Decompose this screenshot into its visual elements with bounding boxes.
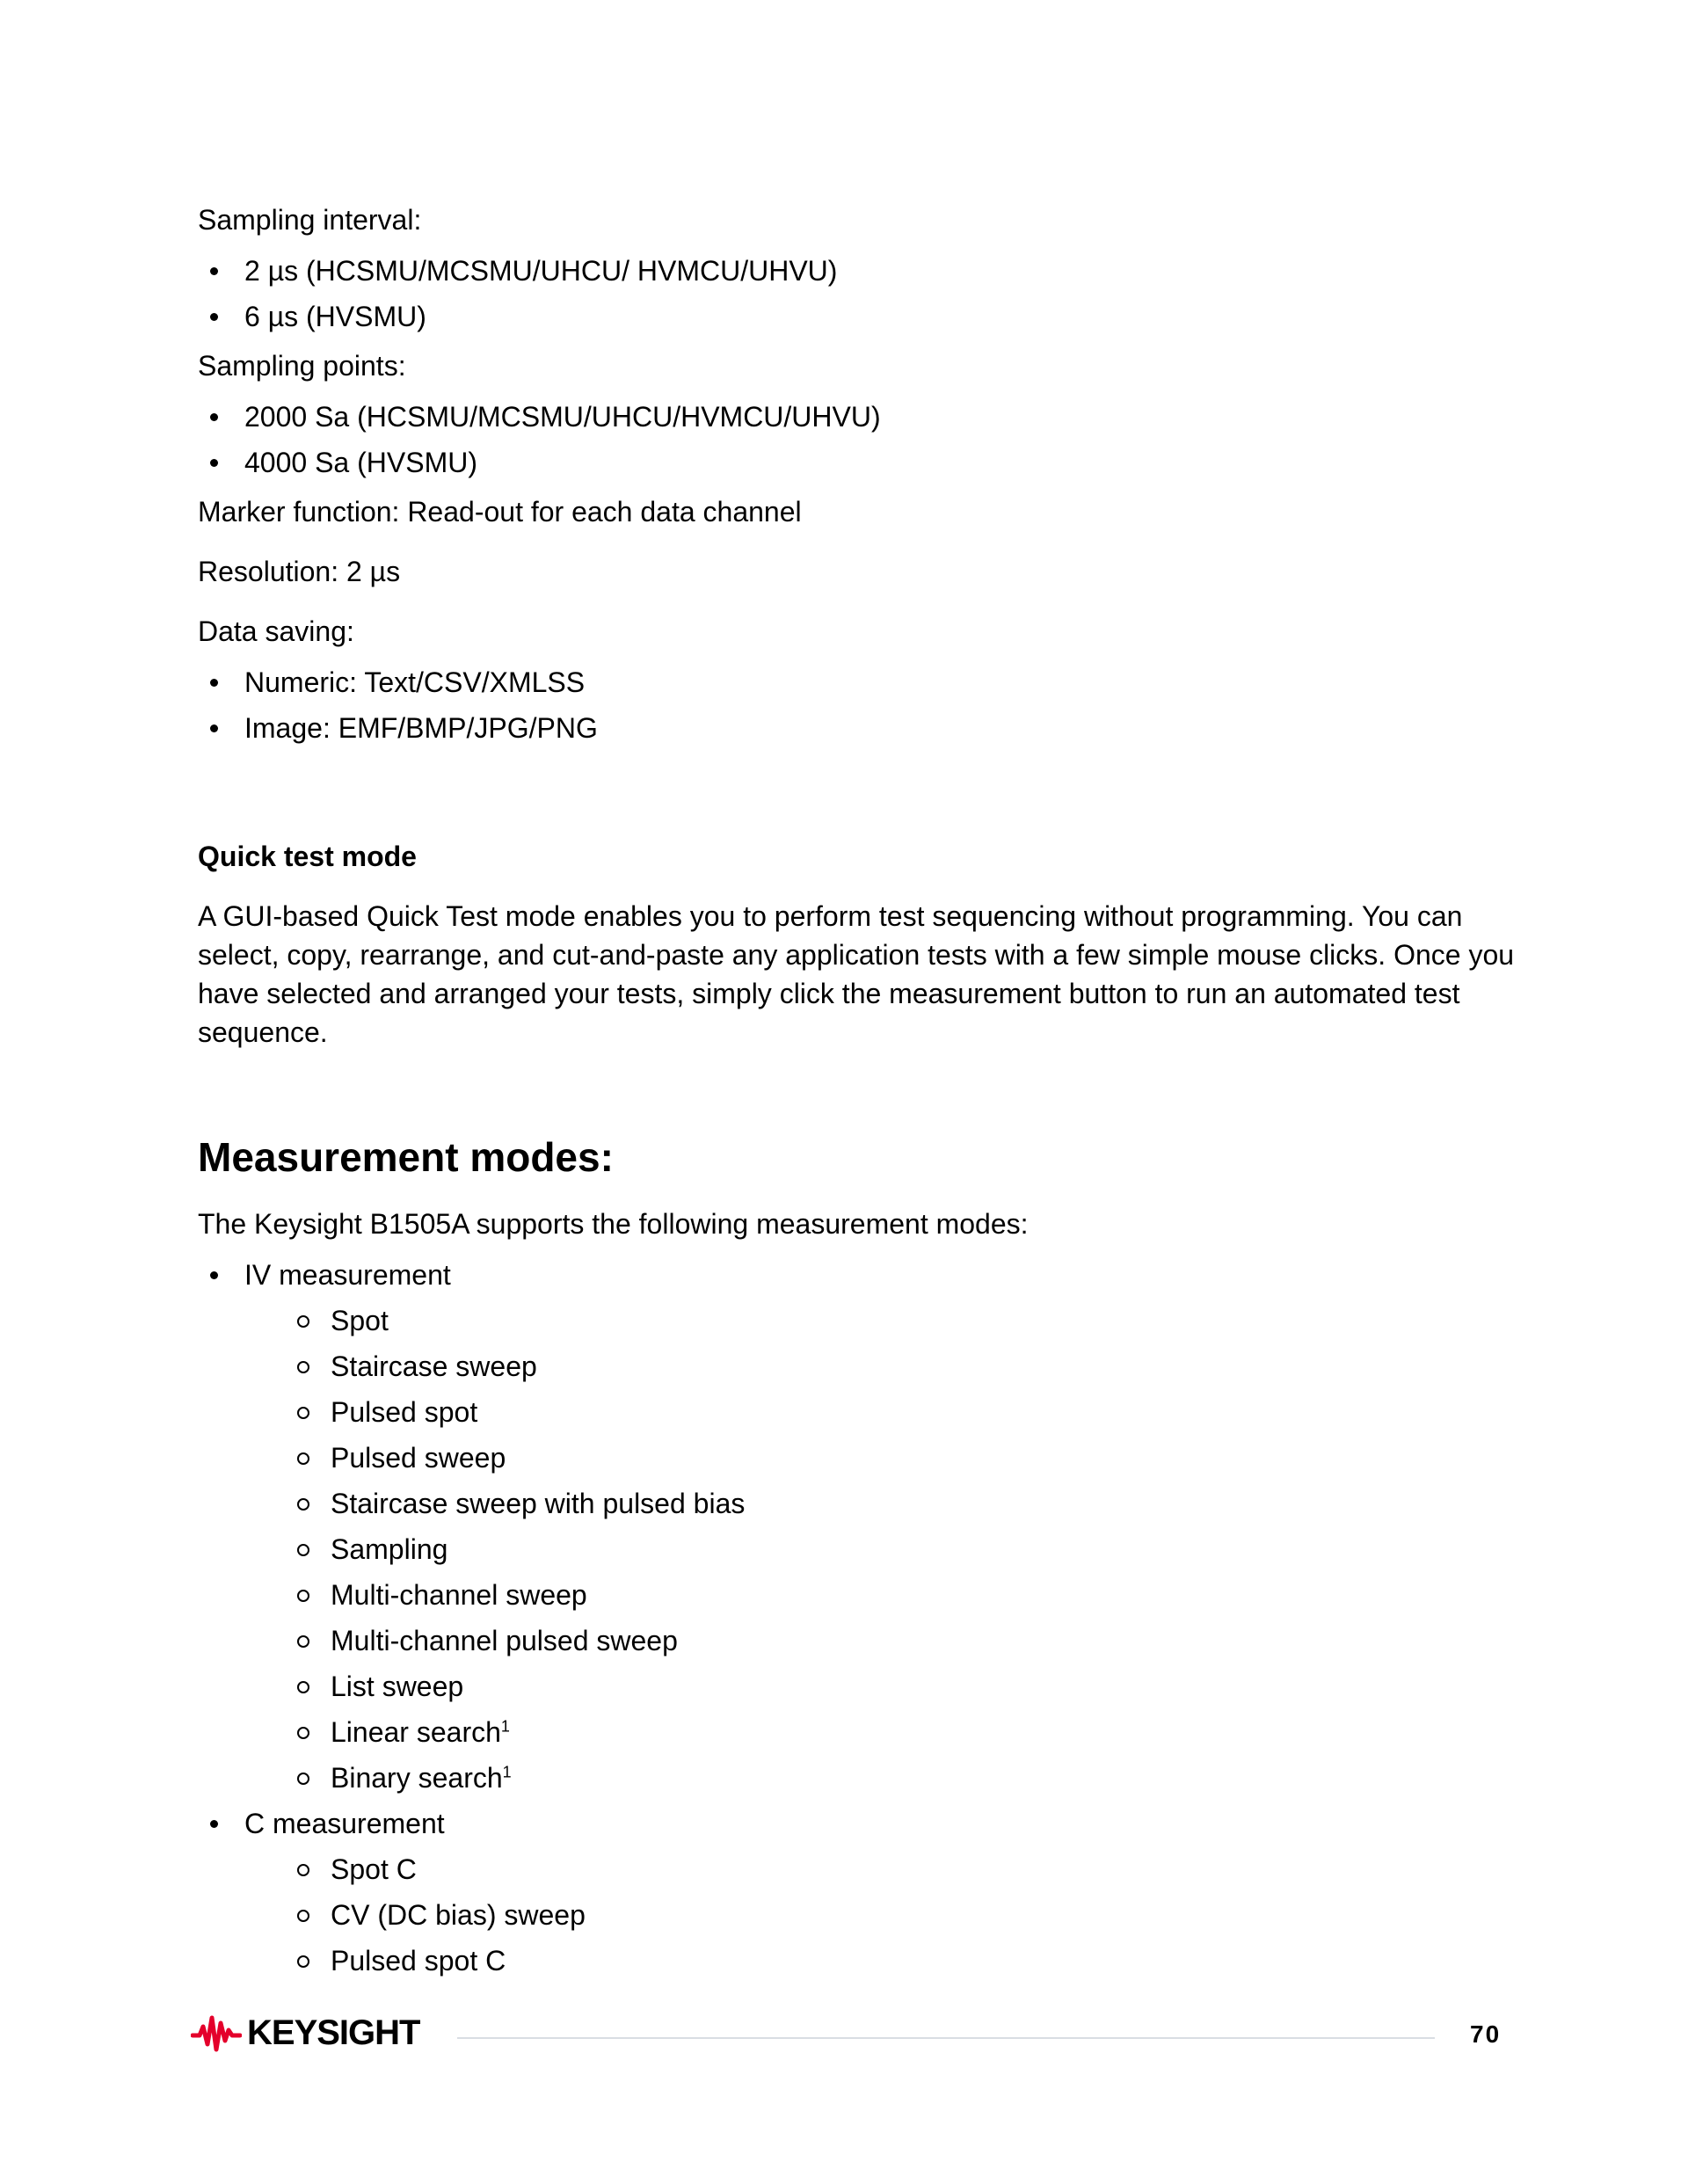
list-item: 4000 Sa (HVSMU) bbox=[198, 440, 1517, 485]
page-content bbox=[198, 200, 1517, 1991]
list-item: Staircase sweep with pulsed bias bbox=[244, 1481, 1517, 1526]
keysight-wave-icon bbox=[191, 2014, 242, 2053]
measurement-modes-heading: Measurement modes: bbox=[198, 1134, 614, 1180]
list-item: 2 µs (HCSMU/MCSMU/UHCU/ HVMCU/UHVU) bbox=[198, 248, 1517, 294]
data-saving-list bbox=[198, 659, 1517, 751]
sampling-points-label: Sampling points: bbox=[198, 350, 406, 382]
sampling-interval-list bbox=[198, 248, 1517, 339]
list-item: Linear search$^1$ bbox=[244, 1709, 1517, 1755]
quick-test-paragraph: A GUI-based Quick Test mode enables you to perform test sequencing without programming. You can select, copy, rearrange, and cut-and-paste any application tests with a few simple mouse clicks. Once you have selected and arranged your tests, simply click the measurement button to run an automated test sequence. bbox=[198, 900, 1515, 1048]
list-item: Pulsed spot bbox=[244, 1389, 1517, 1435]
measurement-modes-list bbox=[198, 1252, 1517, 1984]
list-item: Numeric: Text/CSV/XMLSS bbox=[198, 659, 1517, 705]
footnote-marker: 1 bbox=[500, 1717, 510, 1736]
list-item: Multi-channel pulsed sweep bbox=[244, 1618, 1517, 1663]
quick-test-heading: Quick test mode bbox=[198, 841, 417, 872]
mode-group-c bbox=[198, 1801, 1517, 1984]
footnote-marker: 1 bbox=[502, 1763, 512, 1781]
list-item: 2000 Sa (HCSMU/MCSMU/UHCU/HVMCU/UHVU) bbox=[198, 394, 1517, 440]
list-item: Sampling bbox=[244, 1526, 1517, 1572]
list-item: Staircase sweep bbox=[244, 1343, 1517, 1389]
page-number: 70 bbox=[1470, 2020, 1502, 2048]
list-item: Spot C bbox=[244, 1846, 1517, 1892]
list-item: 6 µs (HVSMU) bbox=[198, 294, 1517, 339]
marker-function-text: Marker function: Read-out for each data channel bbox=[198, 496, 802, 528]
iv-modes-sublist bbox=[244, 1298, 1517, 1801]
sampling-points-list bbox=[198, 394, 1517, 485]
list-item: Pulsed spot C bbox=[244, 1938, 1517, 1984]
keysight-logo bbox=[191, 2013, 419, 2053]
logo-wordmark: KEYSIGHT bbox=[247, 2013, 420, 2052]
c-modes-sublist bbox=[244, 1846, 1517, 1984]
mode-group-iv bbox=[198, 1252, 1517, 1801]
sampling-interval-label: Sampling interval: bbox=[198, 204, 422, 236]
list-item: List sweep bbox=[244, 1663, 1517, 1709]
list-item: Spot bbox=[244, 1298, 1517, 1343]
data-saving-label: Data saving: bbox=[198, 615, 354, 647]
footer-divider bbox=[457, 2037, 1435, 2039]
list-item: CV (DC bias) sweep bbox=[244, 1892, 1517, 1938]
list-item: Binary search$^1$ bbox=[244, 1755, 1517, 1801]
mode-group-title: IV measurement bbox=[244, 1259, 451, 1291]
resolution-text: Resolution: 2 µs bbox=[198, 556, 401, 587]
list-item: Pulsed sweep bbox=[244, 1435, 1517, 1481]
list-item: Multi-channel sweep bbox=[244, 1572, 1517, 1618]
measurement-modes-intro: The Keysight B1505A supports the following measurement modes: bbox=[198, 1208, 1029, 1240]
list-item: Image: EMF/BMP/JPG/PNG bbox=[198, 705, 1517, 751]
mode-group-title: C measurement bbox=[244, 1808, 445, 1839]
